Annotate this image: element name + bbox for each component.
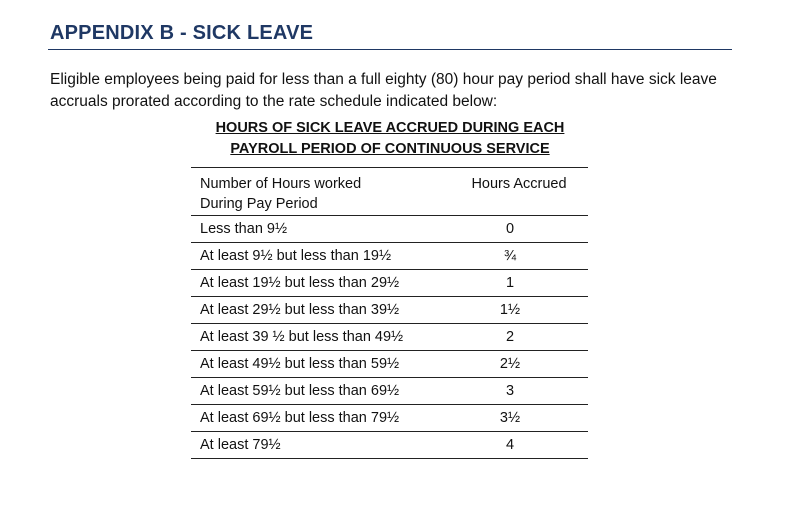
table-header-row bbox=[191, 168, 588, 216]
appendix-heading: APPENDIX B - SICK LEAVE bbox=[50, 22, 314, 44]
table-row bbox=[191, 270, 588, 297]
table-row bbox=[191, 216, 588, 243]
table-title bbox=[190, 118, 590, 160]
table-row bbox=[191, 378, 588, 405]
hours-worked-cell: At least 29½ but less than 39½ bbox=[191, 297, 450, 324]
hours-accrued-cell: 4 bbox=[450, 432, 588, 459]
hours-accrued-cell: ¾ bbox=[450, 243, 588, 270]
table-row bbox=[191, 324, 588, 351]
hours-accrued-cell: 2½ bbox=[450, 351, 588, 378]
table-row bbox=[191, 351, 588, 378]
hours-accrued-cell: 1½ bbox=[450, 297, 588, 324]
heading-divider bbox=[48, 49, 732, 50]
table-row bbox=[191, 243, 588, 270]
hours-accrued-cell: 3 bbox=[450, 378, 588, 405]
column-header-hours-line-2: During Pay Period bbox=[200, 196, 318, 212]
intro-paragraph: Eligible employees being paid for less than a full eighty (80) hour pay period shall have sick leave accruals prorated according to the rate schedule indicated below: bbox=[50, 71, 717, 110]
hours-worked-cell: At least 59½ but less than 69½ bbox=[191, 378, 450, 405]
table-title-line-1: HOURS OF SICK LEAVE ACCRUED DURING EACH bbox=[215, 120, 565, 136]
hours-worked-cell: At least 49½ but less than 59½ bbox=[191, 351, 450, 378]
hours-accrued-cell: 2 bbox=[450, 324, 588, 351]
table-title-line-2: PAYROLL PERIOD OF CONTINUOUS SERVICE bbox=[230, 141, 550, 157]
column-header-hours-accrued: Hours Accrued bbox=[450, 168, 588, 216]
table-row bbox=[191, 405, 588, 432]
hours-worked-cell: At least 69½ but less than 79½ bbox=[191, 405, 450, 432]
column-header-hours-line-1: Number of Hours worked bbox=[200, 176, 362, 192]
sick-leave-rate-table bbox=[191, 167, 588, 459]
column-header-hours-worked bbox=[191, 168, 450, 216]
hours-accrued-cell: 3½ bbox=[450, 405, 588, 432]
hours-worked-cell: Less than 9½ bbox=[191, 216, 450, 243]
hours-worked-cell: At least 9½ but less than 19½ bbox=[191, 243, 450, 270]
hours-accrued-cell: 1 bbox=[450, 270, 588, 297]
table-row bbox=[191, 297, 588, 324]
hours-worked-cell: At least 19½ but less than 29½ bbox=[191, 270, 450, 297]
hours-worked-cell: At least 39 ½ but less than 49½ bbox=[191, 324, 450, 351]
hours-accrued-cell: 0 bbox=[450, 216, 588, 243]
hours-worked-cell: At least 79½ bbox=[191, 432, 450, 459]
table-row bbox=[191, 432, 588, 459]
